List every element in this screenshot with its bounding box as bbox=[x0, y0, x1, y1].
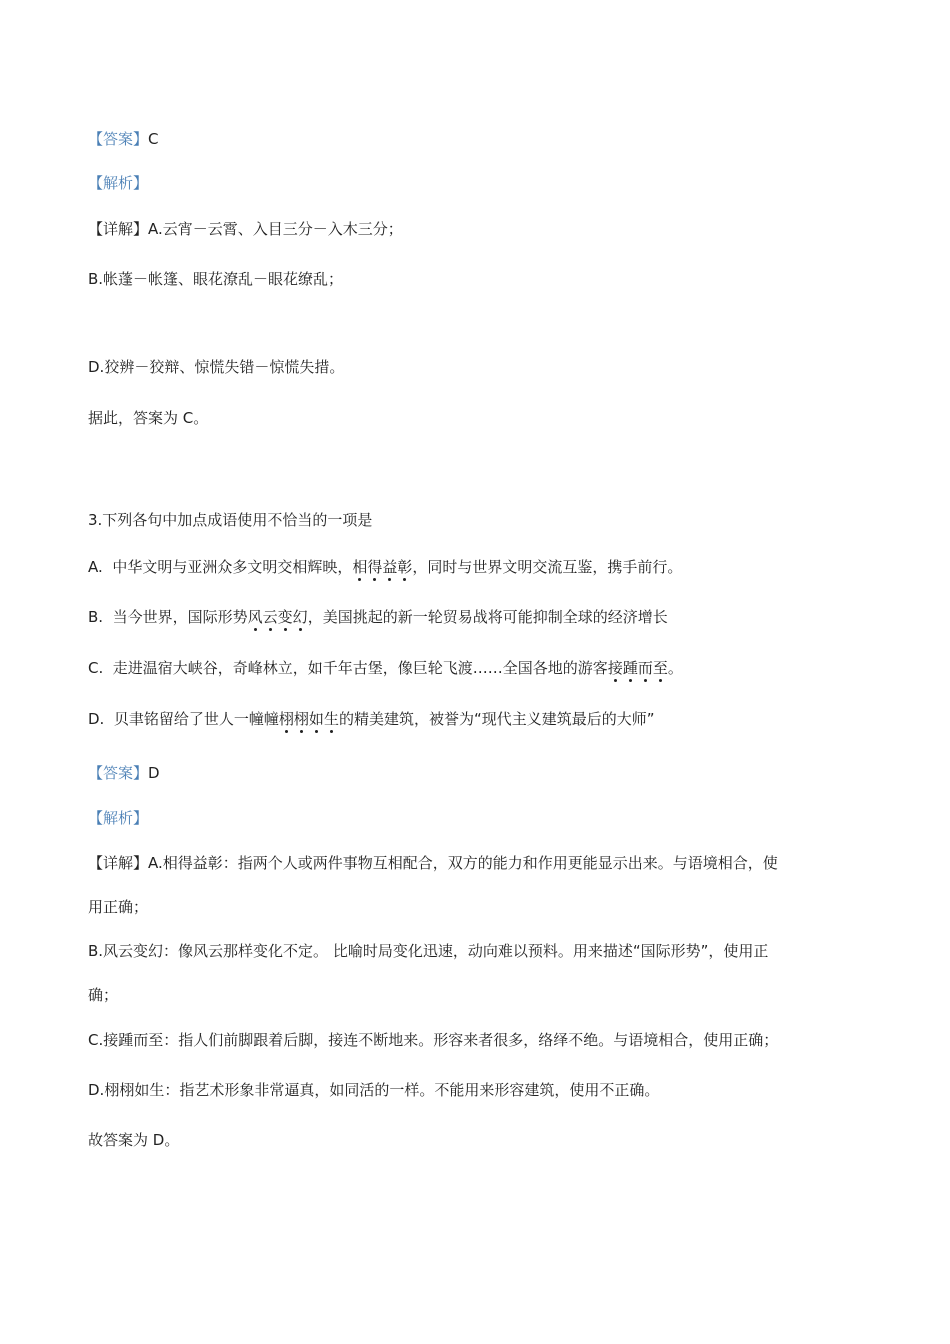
option-letter: A. bbox=[88, 558, 103, 576]
detail2-line-b1: B.风云变幻：像风云那样变化不定。 比喻时局变化迅速，动向难以预料。用来描述“国际形势”，使用正 bbox=[88, 942, 769, 960]
option-letter: D. bbox=[88, 710, 105, 728]
dotted-char: 至 bbox=[652, 659, 668, 677]
option-c bbox=[88, 657, 683, 679]
answer-line-2 bbox=[88, 762, 160, 784]
detail2-line-c: C.接踵而至：指人们前脚跟着后脚，接连不断地来。形容来者很多，络绎不绝。与语境相合，使用正确； bbox=[88, 1031, 779, 1049]
option-text: 。 bbox=[667, 659, 683, 677]
answer-label: 【答案】 bbox=[88, 130, 149, 148]
dotted-char: 如 bbox=[308, 710, 324, 728]
detail2-line-d: D.栩栩如生：指艺术形象非常逼真，如同活的一样。不能用来形容建筑，使用不正确。 bbox=[88, 1081, 660, 1099]
option-text: 的精美建筑，被誉为“现代主义建筑最后的大师” bbox=[338, 710, 655, 728]
option-text: ，美国挑起的新一轮贸易战将可能抑制全球的经济增长 bbox=[307, 608, 668, 626]
dotted-char: 生 bbox=[323, 710, 339, 728]
dotted-char: 风 bbox=[247, 608, 263, 626]
dotted-char: 云 bbox=[262, 608, 278, 626]
analysis-label-1: 【解析】 bbox=[88, 174, 149, 192]
answer-label: 【答案】 bbox=[88, 764, 149, 782]
detail-line-a bbox=[88, 218, 403, 240]
option-b bbox=[88, 606, 668, 628]
answer-value: D bbox=[148, 764, 160, 782]
dotted-char: 幻 bbox=[292, 608, 308, 626]
dotted-char: 得 bbox=[367, 558, 383, 576]
dotted-char: 接 bbox=[607, 659, 623, 677]
dotted-char: 变 bbox=[277, 608, 293, 626]
detail-label: 【详解】 bbox=[88, 220, 149, 238]
dotted-char: 彰 bbox=[397, 558, 413, 576]
dotted-char: 而 bbox=[637, 659, 653, 677]
analysis-label-2: 【解析】 bbox=[88, 809, 149, 827]
detail-line-d: D.狡辨－狡辩、惊慌失错－惊慌失措。 bbox=[88, 358, 345, 376]
conclusion-1: 据此，答案为 C。 bbox=[88, 409, 209, 427]
detail-line-b: B.帐蓬－帐篷、眼花潦乱－眼花缭乱； bbox=[88, 270, 344, 288]
dotted-char: 益 bbox=[382, 558, 398, 576]
detail2-line-b2: 确； bbox=[88, 986, 119, 1004]
option-text: 中华文明与亚洲众多文明交相辉映， bbox=[112, 558, 353, 576]
option-d bbox=[88, 708, 655, 730]
answer-value: C bbox=[148, 130, 159, 148]
detail-text-a: A.云宵－云霄、入目三分－入木三分； bbox=[148, 220, 403, 238]
dotted-char: 相 bbox=[352, 558, 368, 576]
dotted-char: 栩 bbox=[293, 710, 309, 728]
conclusion-2: 故答案为 D。 bbox=[88, 1131, 180, 1149]
answer-line-1 bbox=[88, 128, 159, 150]
detail-text: A.相得益彰：指两个人或两件事物互相配合，双方的能力和作用更能显示出来。与语境相合，使 bbox=[148, 854, 778, 872]
detail2-line-a2: 用正确； bbox=[88, 898, 149, 916]
detail-label: 【详解】 bbox=[88, 854, 149, 872]
dotted-char: 踵 bbox=[622, 659, 638, 677]
option-letter: B. bbox=[88, 608, 104, 626]
option-letter: C. bbox=[88, 659, 104, 677]
dotted-char: 栩 bbox=[278, 710, 294, 728]
option-a bbox=[88, 556, 682, 578]
question-stem: 3.下列各句中加点成语使用不恰当的一项是 bbox=[88, 511, 373, 529]
option-text: ，同时与世界文明交流互鉴，携手前行。 bbox=[412, 558, 683, 576]
option-text: 贝聿铭留给了世人一幢幢 bbox=[113, 710, 279, 728]
detail2-line-a1 bbox=[88, 852, 778, 874]
option-text: 走进温宿大峡谷，奇峰林立，如千年古堡，像巨轮飞渡……全国各地的游客 bbox=[112, 659, 608, 677]
option-text: 当今世界，国际形势 bbox=[112, 608, 248, 626]
